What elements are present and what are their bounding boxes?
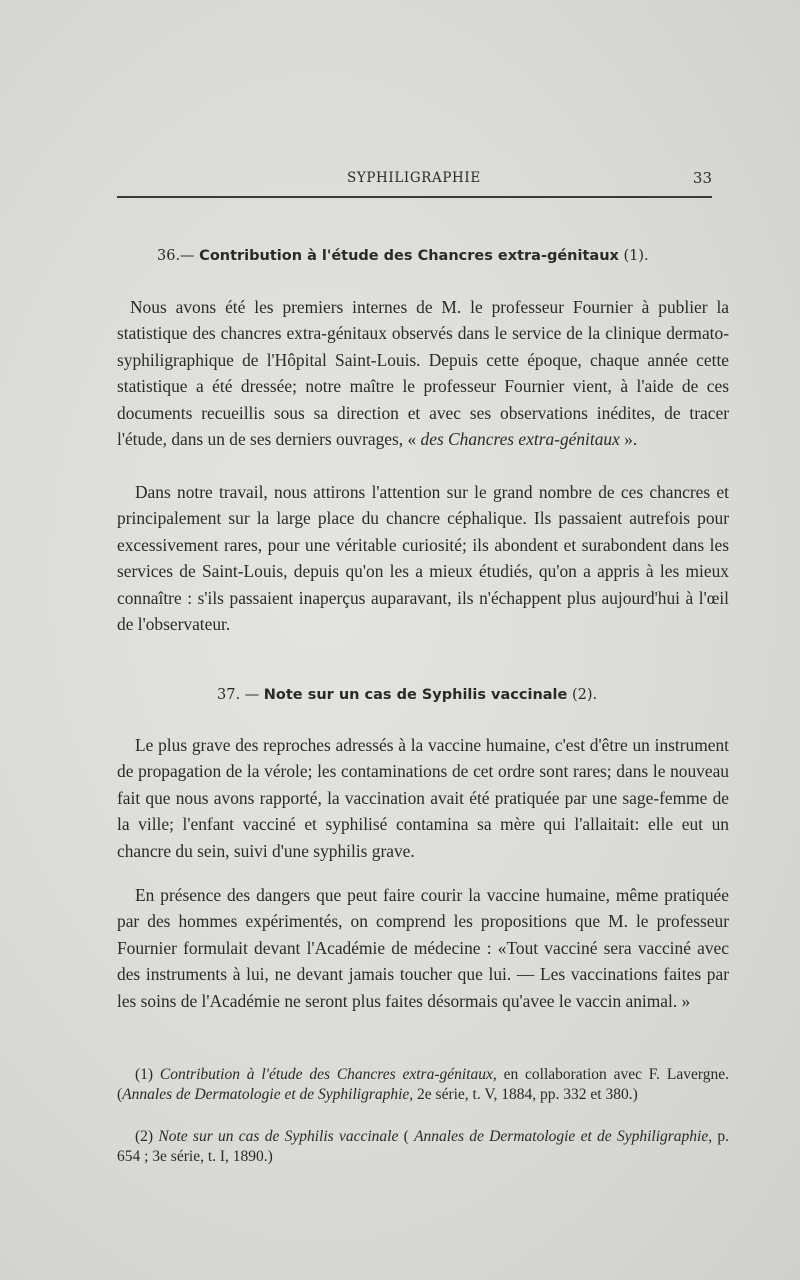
running-title: SYPHILIGRAPHIE bbox=[347, 170, 481, 186]
footnote-1-text-b: , 2e série, t. V, 1884, pp. 332 et 380.) bbox=[409, 1085, 638, 1103]
section-37-heading bbox=[217, 687, 800, 703]
footnote-2-journal: Annales de Dermatologie et de Syphiligraphie bbox=[414, 1128, 709, 1145]
section-36-paragraph-2: Dans notre travail, nous attirons l'attention sur le grand nombre de ces chancres et principalement sur la large place du chancre céphalique. Ils passaient autrefois pour excessivement rares, pour une véritable curiosité; ils abondent et surabondent dans les services de Saint-Louis, depuis qu'on les a mieux étudiés, qu'on a appris à les mieux connaître : s'ils passaient inaperçus auparavant, ils n'échappent plus aujourd'hui à l'œil de l'observateur. bbox=[117, 482, 729, 635]
s36-p1-italic: des Chancres extra-génitaux bbox=[420, 429, 620, 450]
section-37-number: 37. — bbox=[217, 687, 264, 703]
section-36-heading bbox=[157, 248, 769, 264]
footnote-2-number: (2) bbox=[135, 1128, 159, 1145]
section-36-note-ref: (1). bbox=[618, 248, 649, 264]
page-number: 33 bbox=[692, 169, 712, 187]
running-head bbox=[117, 170, 712, 190]
section-37-title: Note sur un cas de Syphilis vaccinale bbox=[263, 687, 568, 703]
section-37-paragraph-2: En présence des dangers que peut faire courir la vaccine humaine, même pratiquée par des hommes expérimentés, on comprend les propositions que M. le professeur Fournier formulait devant l'Académie de médecine : «Tout vacciné sera vacciné avec des instruments à lui, ne devant jamais toucher que lui. — Les vaccinations faites par les soins de l'Académie ne seront plus faites désormais qu'avee le vaccin animal. » bbox=[117, 885, 729, 1011]
section-36-paragraph-1 bbox=[117, 294, 729, 452]
section-37-note-ref: (2). bbox=[567, 687, 598, 703]
header-rule bbox=[117, 196, 712, 198]
footnote-1-title: Contribution à l'étude des Chancres extra-génitaux bbox=[159, 1066, 493, 1083]
footnote-1-text-a: , en collaboration avec F. Lavergne. ( bbox=[117, 1066, 729, 1103]
footnote-1 bbox=[117, 1065, 729, 1104]
footnote-2 bbox=[117, 1127, 729, 1166]
footnote-2-text-a: ( bbox=[398, 1128, 415, 1145]
footnote-2-title: Note sur un cas de Syphilis vaccinale bbox=[158, 1128, 399, 1145]
footnote-2-text-b: , p. 654 ; 3e série, t. I, 1890.) bbox=[117, 1128, 730, 1165]
s36-p1-text-a: Nous avons été les premiers internes de M. le professeur Fournier à publier la statistique des chancres extra-génitaux observés dans le service de la clinique dermato-syphiligraphique de l'Hôpital Saint-Louis. Depuis cette époque, chaque année cette statistique a été dressée; notre maître le professeur Fournier vient, à l'aide de ces documents recueillis sous sa direction et avec ses observations inédites, de tracer l'étude, dans un de ses derniers ouvrages, « bbox=[117, 297, 729, 450]
section-37-paragraph-1: Le plus grave des reproches adressés à la vaccine humaine, c'est d'être un instrument de propagation de la vérole; les contaminations de cet ordre sont rares; dans le nouveau fait que nous avons rapporté, la vaccination avait été pratiquée par une sage-femme de la ville; l'enfant vacciné et syphilisé contamina sa mère qui l'allaitait: elle eut un chancre du sein, suivi d'une syphilis grave. bbox=[117, 735, 729, 861]
s36-p1-text-b: ». bbox=[619, 429, 638, 450]
footnote-1-number: (1) bbox=[135, 1066, 160, 1083]
section-36-number: 36.— bbox=[157, 248, 200, 264]
footnote-1-journal: Annales de Dermatologie et de Syphiligraphie bbox=[122, 1085, 410, 1103]
section-36-title: Contribution à l'étude des Chancres extra-génitaux bbox=[199, 248, 619, 264]
